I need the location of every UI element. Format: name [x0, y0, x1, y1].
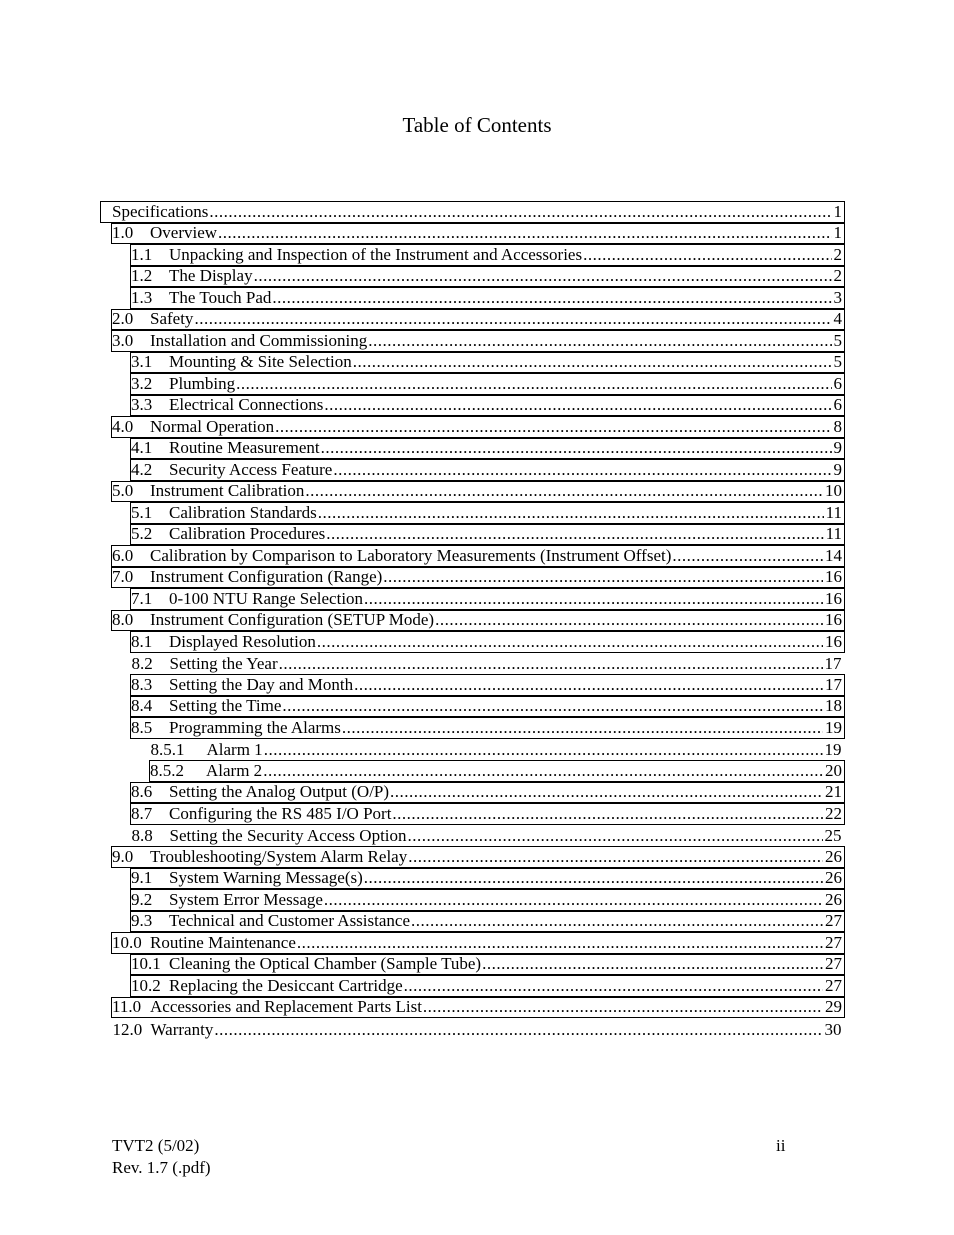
toc-entry[interactable] [130, 631, 845, 653]
toc-entry-number: 8.8 [131, 826, 153, 845]
toc-entry-page: 6 [833, 373, 842, 393]
toc-entry[interactable] [130, 653, 845, 675]
toc-entry-page: 27 [825, 975, 842, 995]
toc-entry[interactable] [111, 223, 845, 245]
toc-entry[interactable] [111, 416, 845, 438]
toc-entry-number: 1.0 [112, 223, 134, 242]
toc-entry[interactable] [130, 524, 845, 546]
toc-entry-number: 8.0 [112, 610, 134, 629]
toc-dot-leader [583, 245, 831, 265]
toc-entry-page: 16 [825, 588, 842, 608]
toc-entry-title: Cleaning the Optical Chamber (Sample Tube) [169, 954, 482, 973]
footer-doc-info [112, 1135, 211, 1179]
toc-entry-number: 2.0 [112, 309, 134, 328]
toc-entry[interactable] [130, 266, 845, 288]
toc-dot-leader [364, 868, 823, 888]
toc-entry-title: 0-100 NTU Range Selection [169, 588, 364, 608]
toc-entry-title: Setting the Security Access Option [169, 826, 407, 845]
toc-entry-number: 9.2 [131, 889, 153, 909]
toc-dot-leader [214, 1020, 822, 1040]
toc-entry[interactable] [100, 201, 845, 223]
toc-entry[interactable] [130, 287, 845, 309]
toc-entry-number: 10.0 [112, 932, 142, 952]
toc-entry-number: 8.5.1 [150, 740, 185, 759]
toc-entry-title: Calibration Standards [169, 502, 317, 522]
toc-entry[interactable] [130, 889, 845, 911]
toc-entry-page: 30 [824, 1019, 842, 1039]
toc-entry-number: 9.1 [131, 868, 153, 887]
toc-entry-page: 27 [825, 932, 842, 952]
toc-entry-number: 8.5 [131, 717, 153, 737]
toc-entry-number: 3.3 [131, 395, 153, 414]
toc-dot-leader [368, 331, 831, 351]
toc-entry-number: 8.7 [131, 803, 153, 823]
toc-entry-page: 16 [825, 631, 842, 651]
toc-entry-number: 3.2 [131, 373, 153, 393]
toc-entry[interactable] [130, 352, 845, 374]
toc-entry-title: Safety [150, 309, 194, 328]
toc-dot-leader [317, 632, 823, 652]
toc-entry[interactable] [111, 610, 845, 632]
toc-dot-leader [209, 202, 831, 222]
toc-entry-number: 10.2 [131, 975, 161, 995]
toc-entry-page: 5 [833, 352, 842, 371]
toc-entry[interactable] [130, 825, 845, 847]
toc-dot-leader [404, 976, 823, 996]
toc-entry-page: 20 [825, 760, 842, 780]
toc-entry[interactable] [130, 782, 845, 804]
toc-entry-title: Overview [150, 223, 218, 242]
toc-entry-page: 18 [825, 696, 842, 715]
toc-entry-number: 10.1 [131, 954, 161, 973]
toc-dot-leader [282, 696, 823, 716]
toc-entry-number: 3.0 [112, 330, 134, 350]
toc-entry-number: 4.0 [112, 416, 134, 436]
toc-entry[interactable] [130, 502, 845, 524]
toc-entry-number: 5.0 [112, 481, 134, 500]
toc-entry[interactable] [111, 330, 845, 352]
toc-entry-title: Calibration by Comparison to Laboratory Measurements (Instrument Offset) [150, 545, 672, 565]
toc-entry-number: 9.3 [131, 911, 153, 930]
toc-dot-leader [218, 223, 831, 243]
toc-entry-title: Routine Maintenance [150, 932, 296, 952]
toc-entry-number: 8.6 [131, 782, 153, 801]
toc-entry[interactable] [111, 846, 845, 868]
toc-entry-page: 5 [833, 330, 842, 350]
toc-entry[interactable] [130, 373, 845, 395]
toc-entry-page: 8 [833, 416, 842, 436]
toc-entry-title: Replacing the Desiccant Cartridge [169, 975, 403, 995]
toc-entry-title: Accessories and Replacement Parts List [150, 997, 422, 1016]
toc-dot-leader [275, 417, 831, 437]
toc-entry-title: Instrument Configuration (SETUP Mode) [150, 610, 435, 629]
toc-entry[interactable] [130, 803, 845, 825]
toc-entry-title: Installation and Commissioning [150, 330, 368, 350]
toc-entry[interactable] [149, 739, 845, 761]
toc-entry-page: 11 [825, 502, 842, 522]
toc-entry[interactable] [130, 674, 845, 696]
toc-dot-leader [326, 524, 823, 544]
toc-entry-title: Alarm 2 [206, 760, 263, 780]
toc-entry-title: Technical and Customer Assistance [169, 911, 410, 930]
toc-entry-title: Setting the Year [169, 654, 278, 673]
toc-entry-title: Electrical Connections [169, 395, 324, 414]
toc-entry[interactable] [130, 438, 845, 460]
toc-entry-page: 6 [833, 395, 842, 414]
toc-entry-page: 26 [825, 889, 842, 909]
toc-dot-leader [392, 804, 823, 824]
toc-entry-page: 21 [825, 782, 842, 801]
toc-dot-leader [482, 954, 823, 974]
toc-entry-number: 8.4 [131, 696, 153, 715]
toc-dot-leader [342, 718, 823, 738]
toc-entry-page: 11 [825, 524, 842, 543]
toc-entry-title: Specifications [112, 201, 209, 221]
toc-entry-title: Security Access Feature [169, 459, 333, 479]
toc-entry[interactable] [130, 588, 845, 610]
toc-dot-leader [423, 997, 823, 1017]
toc-entry[interactable] [130, 717, 845, 739]
toc-dot-leader [333, 460, 831, 480]
toc-entry-page: 16 [825, 610, 842, 629]
toc-dot-leader [354, 675, 823, 695]
toc-dot-leader [264, 740, 823, 760]
toc-entry-number: 1.2 [131, 266, 153, 285]
toc-entry-page: 22 [825, 803, 842, 823]
toc-entry-page: 4 [833, 309, 842, 328]
toc-dot-leader [383, 567, 823, 587]
toc-dot-leader [272, 288, 831, 308]
toc-dot-leader [263, 761, 823, 781]
toc-dot-leader [305, 481, 823, 501]
toc-entry-number: 9.0 [112, 846, 134, 866]
toc-entry-title: Unpacking and Inspection of the Instrument and Accessories [169, 244, 583, 264]
toc-entry[interactable] [149, 760, 845, 782]
toc-dot-leader [279, 654, 823, 674]
toc-dot-leader [324, 395, 831, 415]
toc-entry-page: 14 [825, 545, 842, 565]
toc-entry-title: Setting the Day and Month [169, 674, 354, 694]
toc-entry-page: 17 [824, 654, 842, 673]
footer-revision: Rev. 1.7 (.pdf) [112, 1158, 211, 1177]
toc-entry[interactable] [130, 696, 845, 718]
toc-entry-page: 25 [824, 826, 842, 845]
toc-entry-page: 9 [833, 438, 842, 457]
toc-dot-leader [364, 589, 823, 609]
toc-entry-number: 8.2 [131, 654, 153, 673]
toc-entry-number: 8.5.2 [150, 760, 184, 780]
toc-entry-number: 7.1 [131, 588, 153, 608]
toc-entry[interactable] [111, 932, 845, 954]
toc-entry-title: Displayed Resolution [169, 631, 316, 651]
toc-entry-number: 11.0 [112, 997, 142, 1016]
toc-entry-number: 8.1 [131, 631, 153, 651]
toc-entry-number: 7.0 [112, 567, 134, 586]
toc-dot-leader [194, 309, 831, 329]
toc-dot-leader [390, 782, 823, 802]
toc-dot-leader [435, 610, 823, 630]
table-of-contents [100, 201, 845, 1040]
toc-entry-number: 4.1 [131, 438, 153, 457]
toc-entry-number: 3.1 [131, 352, 153, 371]
toc-entry-page: 1 [833, 223, 842, 242]
toc-entry-page: 3 [833, 287, 842, 307]
toc-entry-title: Normal Operation [150, 416, 275, 436]
toc-entry-page: 27 [825, 911, 842, 930]
toc-entry-page: 9 [833, 459, 842, 479]
toc-entry-title: Configuring the RS 485 I/O Port [169, 803, 392, 823]
toc-entry-number: 4.2 [131, 459, 153, 479]
toc-entry[interactable] [111, 309, 845, 331]
toc-entry-number: 8.3 [131, 674, 153, 694]
toc-dot-leader [408, 847, 823, 867]
toc-entry-number: 1.1 [131, 244, 153, 264]
toc-entry[interactable] [111, 545, 845, 567]
toc-entry-page: 17 [825, 674, 842, 694]
toc-dot-leader [353, 352, 832, 372]
toc-entry-title: Alarm 1 [206, 740, 263, 759]
footer-doc-id: TVT2 (5/02) [112, 1136, 200, 1155]
toc-entry-page: 26 [825, 868, 842, 887]
toc-dot-leader [254, 266, 832, 286]
toc-dot-leader [408, 826, 823, 846]
toc-entry[interactable] [130, 395, 845, 417]
toc-entry[interactable] [130, 911, 845, 933]
toc-dot-leader [318, 503, 824, 523]
toc-entry-title: System Error Message [169, 889, 323, 909]
toc-entry[interactable] [111, 1018, 845, 1040]
toc-entry-number: 1.3 [131, 287, 153, 307]
toc-entry-page: 19 [824, 740, 842, 759]
toc-dot-leader [672, 546, 823, 566]
toc-entry-page: 1 [833, 201, 842, 221]
toc-entry-title: Troubleshooting/System Alarm Relay [150, 846, 408, 866]
toc-entry[interactable] [130, 868, 845, 890]
toc-dot-leader [236, 374, 831, 394]
page-title: Table of Contents [402, 113, 552, 137]
toc-entry-title: Mounting & Site Selection [169, 352, 352, 371]
toc-entry-page: 29 [825, 997, 842, 1016]
toc-entry[interactable] [130, 975, 845, 997]
toc-entry-page: 2 [833, 244, 842, 264]
toc-entry-page: 16 [825, 567, 842, 586]
toc-entry-title: Instrument Calibration [150, 481, 305, 500]
toc-dot-leader [297, 933, 823, 953]
toc-entry-page: 26 [825, 846, 842, 866]
toc-entry-title: Routine Measurement [169, 438, 320, 457]
toc-entry-page: 2 [833, 266, 842, 285]
toc-entry[interactable] [111, 567, 845, 589]
toc-entry-title: Setting the Analog Output (O/P) [169, 782, 390, 801]
toc-entry-page: 19 [825, 717, 842, 737]
toc-entry[interactable] [130, 244, 845, 266]
toc-entry-title: System Warning Message(s) [169, 868, 363, 887]
toc-entry-title: Instrument Configuration (Range) [150, 567, 383, 586]
footer-page-number: ii [776, 1136, 786, 1155]
toc-entry-number: 12.0 [112, 1019, 143, 1039]
toc-entry-title: The Display [169, 266, 253, 285]
toc-dot-leader [411, 911, 823, 931]
toc-entry-number: 6.0 [112, 545, 134, 565]
toc-entry-title: The Touch Pad [169, 287, 272, 307]
toc-entry-number: 5.1 [131, 502, 153, 522]
toc-entry-page: 10 [825, 481, 842, 500]
toc-dot-leader [324, 890, 823, 910]
toc-entry-page: 27 [825, 954, 842, 973]
toc-entry-title: Warranty [150, 1019, 214, 1039]
toc-entry-title: Calibration Procedures [169, 524, 326, 543]
toc-entry-number: 5.2 [131, 524, 153, 543]
toc-entry-title: Programming the Alarms [169, 717, 341, 737]
toc-entry-title: Plumbing [169, 373, 236, 393]
toc-entry[interactable] [130, 954, 845, 976]
toc-entry[interactable] [111, 997, 845, 1019]
toc-entry-title: Setting the Time [169, 696, 282, 715]
toc-dot-leader [321, 438, 832, 458]
toc-entry[interactable] [111, 481, 845, 503]
toc-entry[interactable] [130, 459, 845, 481]
